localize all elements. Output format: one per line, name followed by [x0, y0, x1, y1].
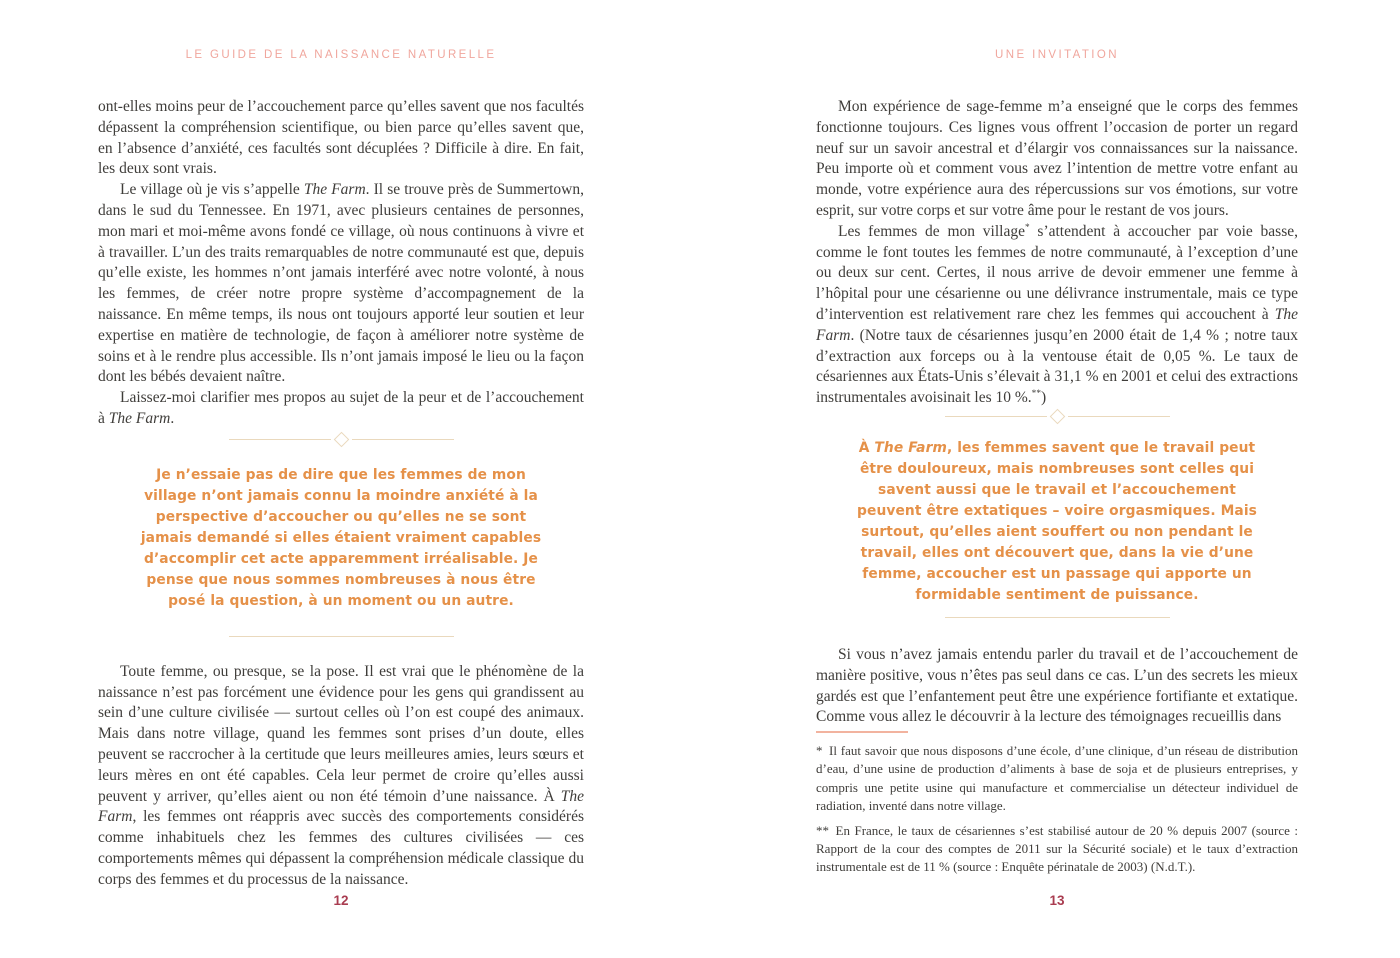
text-run: s’attendent à accoucher par voie basse, comme le font toutes les femmes de notre communauté, à l’exception d’une ou deux sur cent. Certes, il nous arrive de devoir emmener une femme à l’hôpital pour une césarienne ou une délivrance instrumentale, mais ce type d’intervention est relativement rare chez les femmes qui accouchent à: [816, 222, 1299, 323]
footnote: [816, 822, 1298, 877]
footnote-marker: *: [1024, 222, 1030, 233]
right-page-body: [816, 97, 1298, 728]
left-page: [98, 0, 584, 958]
text-run: , les femmes savent que le travail peut être douloureux, mais nombreuses sont celles qui savent aussi que le travail et l’accouchement peuvent être extatiques – voire orgasmiques. Mais surtout, qu’elles aient souffert ou non pendant le travail, elles ont découvert que, dans la vie d’une femme, accoucher est un passage qui apporte un formidable sentiment de puissance.: [857, 439, 1257, 603]
text-run: ont-elles moins peur de l’accouchement parce qu’elles savent que nos facultés dépassent la compréhension scientifique, ou bien parce qu’elles savent que, en l’absence d’anxiété, ces facultés sont décuplées ? Difficile à dire. En fait, les deux sont vrais.: [98, 98, 584, 178]
body-paragraph: [816, 222, 1298, 409]
body-paragraph: [98, 388, 584, 430]
plain-divider: [229, 629, 454, 644]
pull-quote: [847, 438, 1267, 606]
italic-run: The Farm: [874, 439, 947, 456]
italic-run: The Farm: [98, 787, 584, 826]
footnote-area: [816, 731, 1298, 883]
text-run: ): [1040, 389, 1047, 407]
plain-divider: [945, 610, 1170, 625]
divider-line: [945, 617, 1170, 618]
body-paragraph: [816, 97, 1298, 222]
body-paragraph: [98, 97, 584, 180]
divider-line: [945, 416, 1047, 417]
text-run: Mon expérience de sage-femme m’a enseigné que le corps des femmes fonctionne toujours. Ces lignes vous offrent l’occasion de porter un regard neuf sur un savoir ancestral et d’élargir vos connaissances sur la naissance. Peu importe où et comment vous avez l’intention de mettre votre enfant au monde, votre expérience aura des répercussions sur vos émotions, sur votre esprit, sur votre corps et sur votre âme pour le restant de vos jours.: [816, 98, 1298, 219]
footnote-rule: [816, 731, 908, 733]
pull-quote: [131, 465, 551, 612]
diamond-ornament-divider: [945, 409, 1170, 424]
text-run: Je n’essaie pas de dire que les femmes de mon village n’ont jamais connu la moindre anxiété à la perspective d’accoucher ou qu’elles ne se sont jamais demandé si elles étaient vraiment capables d’accomplir cet acte apparemment irréalisable. Je pense que nous sommes nombreuses à nous être posé la question, à un moment ou un autre.: [140, 466, 542, 609]
text-run: Les femmes de mon village: [838, 222, 1025, 240]
italic-run: The Farm: [108, 409, 171, 427]
body-paragraph: [98, 180, 584, 388]
text-run: Le village où je vis s’appelle: [120, 181, 304, 199]
text-run: ** En France, le taux de césariennes s’est stabilisé autour de 20 % depuis 2007 (source : Rapport de la cour des comptes de 2011 sur la Sécurité sociale) et le taux d’extraction instrumentale est de 11 % (source : Enquête périnatale de 2003) (N.d.T.).: [816, 822, 1298, 875]
diamond-ornament-divider: [229, 432, 454, 447]
italic-run: The Farm: [816, 305, 1298, 344]
footnote-marker: **: [1031, 389, 1041, 399]
diamond-icon: [333, 431, 349, 447]
text-run: Laissez-moi clarifier mes propos au sujet de la peur et de l’accouchement à: [98, 389, 584, 427]
text-run: Si vous n’avez jamais entendu parler du travail et de l’accouchement de manière positive, vous n’êtes pas seul dans ce cas. L’un des secrets les mieux gardés est que l’enfantement peut être une expérience fortifiante et extatique. Comme vous allez le découvrir à la lecture des témoignages recueillis dans: [816, 645, 1298, 726]
text-run: . (Notre taux de césariennes jusqu’en 2000 était de 1,4 % ; notre taux d’extraction aux forceps ou à la ventouse était de 0,05 %. Le taux de césariennes aux États-Unis s’élevait à 31,1 % en 2001 et celui des extractions instrumentales avoisinait les 10 %.: [816, 326, 1298, 407]
text-run: . Il se trouve près de Summertown, dans le sud du Tennessee. En 1971, avec plusieurs centaines de personnes, mon mari et moi-même avons fondé ce village, où nous continuons à vivre et à travailler. L’un des traits remarquables de notre communauté est que, depuis qu’elle existe, les hommes n’ont jamais interféré avec notre volonté, à nous les femmes, de créer notre propre système d’accompagnement de la naissance. En même temps, ils nous ont toujours apporté leur soutien et leur expertise en matière de technologie, de façon à améliorer notre système de soins et à le rendre plus accessible. Ils n’ont jamais imposé le lieu ou la façon dont les bébés devaient naître.: [98, 181, 584, 386]
running-head-right: UNE INVITATION: [995, 49, 1119, 61]
diamond-icon: [1049, 409, 1065, 425]
text-run: .: [170, 409, 175, 427]
text-run: À: [858, 439, 875, 456]
left-page-body: [98, 97, 584, 891]
running-head-left: LE GUIDE DE LA NAISSANCE NATURELLE: [185, 49, 497, 61]
italic-run: The Farm: [303, 181, 366, 199]
divider-line: [229, 636, 454, 637]
divider-line: [352, 439, 454, 440]
divider-line: [1068, 416, 1170, 417]
text-run: * Il faut savoir que nous disposons d’une école, d’une clinique, d’un réseau de distribution d’eau, d’une usine de production d’aliments à base de soja et de plusieurs entreprises, y compris une petite usine qui manufacture et commercialise un détecteur individuel de radiation, inventé dans notre village.: [816, 743, 1298, 814]
body-paragraph: [816, 645, 1298, 728]
left-page-number: 12: [333, 893, 349, 908]
right-page: [816, 0, 1298, 958]
divider-line: [229, 439, 331, 440]
right-page-number: 13: [1049, 893, 1065, 908]
body-paragraph: [98, 662, 584, 891]
footnote: [816, 742, 1298, 816]
text-run: , les femmes ont réappris avec succès des comportements considérés comme inhabituels chez les femmes des cultures civilisées — ces comportements mêmes qui dépassent la compréhension médicale classique du corps des femmes et du processus de la naissance.: [98, 808, 584, 888]
text-run: Toute femme, ou presque, se la pose. Il est vrai que le phénomène de la naissance n’est pas forcément une évidence pour les gens qui grandissent au sein d’une culture civilisée — surtout celles où l’on est coupé des animaux. Mais dans notre village, quand les femmes sont prises d’un doute, elles peuvent se raccrocher à la certitude que leurs meilleures amies, leurs sœurs et leurs mères en ont été capables. Cela leur permet de croire qu’elles aussi peuvent y arriver, qu’elles aient ou non été témoin d’une naissance. À: [98, 662, 584, 805]
